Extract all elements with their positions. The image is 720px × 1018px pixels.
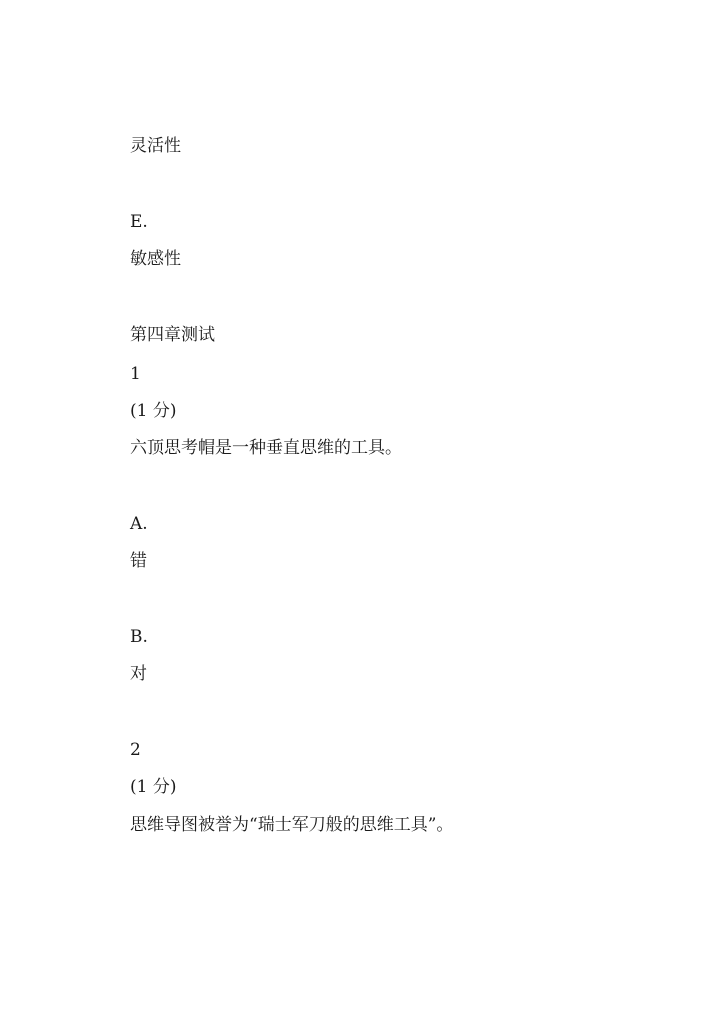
question-2-score: (1 分) bbox=[130, 777, 177, 797]
option-e-letter: E. bbox=[130, 212, 148, 232]
chapter-title: 第四章测试 bbox=[130, 325, 215, 345]
option-d-text: 灵活性 bbox=[130, 136, 181, 156]
option-e-text: 敏感性 bbox=[130, 249, 181, 269]
question-1-text: 六顶思考帽是一种垂直思维的工具。 bbox=[130, 438, 402, 458]
question-1-number: 1 bbox=[130, 364, 141, 384]
question-2-number: 2 bbox=[130, 740, 141, 760]
question-1-score: (1 分) bbox=[130, 401, 177, 421]
question-1-option-b-text: 对 bbox=[130, 664, 147, 684]
question-1-option-a-text: 错 bbox=[130, 551, 147, 571]
question-1-option-a-letter: A. bbox=[130, 514, 148, 534]
question-2-text: 思维导图被誉为“瑞士军刀般的思维工具”。 bbox=[130, 815, 454, 835]
question-1-option-b-letter: B. bbox=[130, 627, 148, 647]
